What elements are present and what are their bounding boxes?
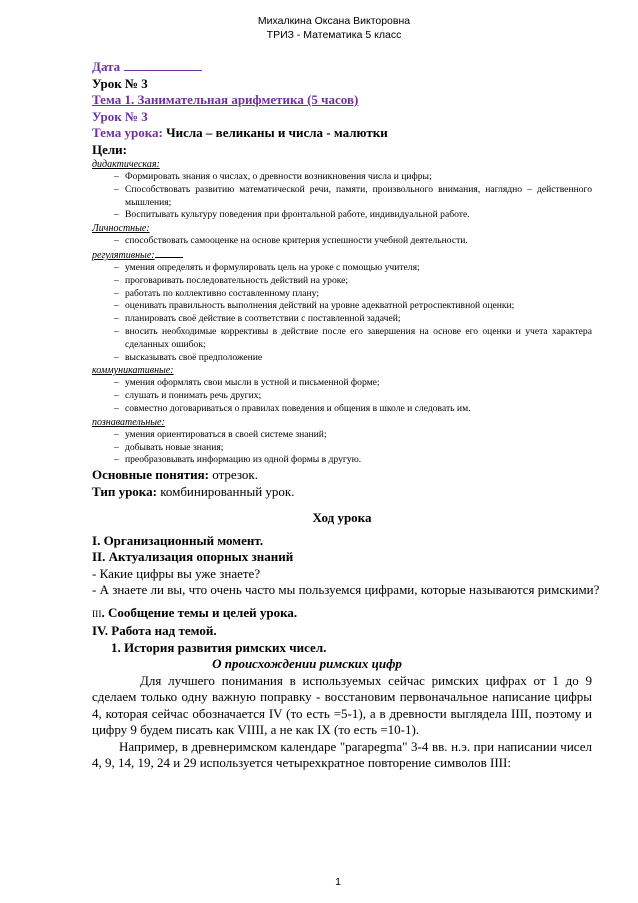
topic-1: Тема 1. Занимательная арифметика (5 часов) [92,92,359,107]
origin-subtitle: О происхождении римских цифр [212,656,402,672]
lesson-label-1: Урок № 3 [92,75,148,91]
regulatory-label: регулятивные: [92,248,592,262]
personal-list [92,235,592,248]
concepts-value: отрезок. [212,467,258,483]
paragraph-1: Для лучшего понимания в используемых сейчас римских цифрах от 1 до 9 сделаем только одну важную поправку - восстановим первоначальное написание цифры 4, которая сейчас обозначается IV (то есть =5-1), а в древности выглядела IIII, поэтому и цифру 9 будем писать как VIIII, а не как IX (то есть =10-1). [92,672,592,738]
date-label: Дата [92,59,121,74]
question-1: - Какие цифры вы уже знаете? [92,565,261,581]
section-4-heading: IV. Работа над темой. [92,623,217,639]
regulatory-list [92,262,592,364]
lesson-type-line [92,484,592,501]
paragraph-2: Например, в древнеримском календаре "parapegma" 3-4 вв. н.э. при написании чисел 4, 9, 14, 19, 24 и 29 используется четырехкратное повторение символов IIII: [92,738,592,771]
topic-label: Тема урока: [92,125,163,140]
list-item: – преобразовывать информацию из одной формы в другую. [114,454,362,466]
header-subtitle: ТРИЗ - Математика 5 класс [266,29,402,41]
list-item: – Воспитывать культуру поведения при фронтальной работе, индивидуальной работе. [114,209,470,221]
document-body [92,59,600,772]
list-item: – оценивать правильность выполнения действий на уровне адекватной ретроспективной оценки; [114,300,515,312]
question-2: - А знаете ли вы, что очень часто мы пользуемся цифрами, которые называются римскими? [92,582,600,598]
item-1-heading: 1. История развития римских чисел. [111,639,327,655]
communicative-list [92,377,592,415]
list-item: – совместно договариваться о правилах поведения и общения в школе и следовать им. [114,402,471,414]
communicative-label: коммуникативные: [92,365,174,377]
lesson-label-2: Урок № 3 [92,108,148,124]
section-2-heading: II. Актуализация опорных знаний [92,549,294,565]
list-item: – добывать новые знания; [114,441,224,453]
header-author: Михалкина Оксана Викторовна [257,15,411,27]
lesson-topic-line [92,125,592,142]
personal-label: Личностные: [92,223,150,235]
list-item: – умения оформлять свои мысли в устной и письменной форме; [114,377,380,389]
list-item: – работать по коллективно составленному плану; [114,287,319,299]
list-item: – слушать и понимать речь других; [114,390,262,402]
list-item: – проговаривать последовательность действий на уроке; [114,274,349,286]
lesson-type-value: комбинированный урок. [160,483,295,499]
date-line [92,59,592,76]
list-item: – умения ориентироваться в своей системе знаний; [114,428,327,440]
concepts-line [92,467,592,484]
topic-value: Числа – великаны и числа - малютки [166,125,388,140]
page-header [0,14,638,42]
didactic-label: дидактическая: [92,159,160,170]
cognitive-list [92,429,592,467]
section-3-heading: III. Сообщение темы и целей урока. [92,604,298,620]
section-1-heading: I. Организационный момент. [92,532,264,548]
goals-label: Цели: [92,141,127,157]
list-item: – вносить необходимые коррективы в действие после его завершения на основе его оценки и учета характера сделанных ошибок; [114,325,592,350]
course-title: Ход урока [312,510,372,526]
list-item: – планировать своё действие в соответствии с поставленной задачей; [114,313,401,325]
concepts-label: Основные понятия: [92,467,209,483]
list-item: – Формировать знания о числах, о древности возникновения числа и цифры; [114,171,432,182]
lesson-type-label: Тип урока: [92,483,157,499]
didactic-list [92,171,592,222]
list-item: – умения определять и формулировать цель на уроке с помощью учителя; [114,261,420,273]
list-item: – способствовать самооценке на основе критерия успешности учебной деятельности. [114,235,468,247]
list-item: – высказывать своё предположение [114,351,263,363]
list-item: – Способствовать развитию математической речи, памяти, произвольного внимания, наглядно – действенного мышления; [114,183,592,208]
cognitive-label: познавательные: [92,416,165,428]
page-number: 1 [335,876,341,888]
date-blank [124,59,202,71]
